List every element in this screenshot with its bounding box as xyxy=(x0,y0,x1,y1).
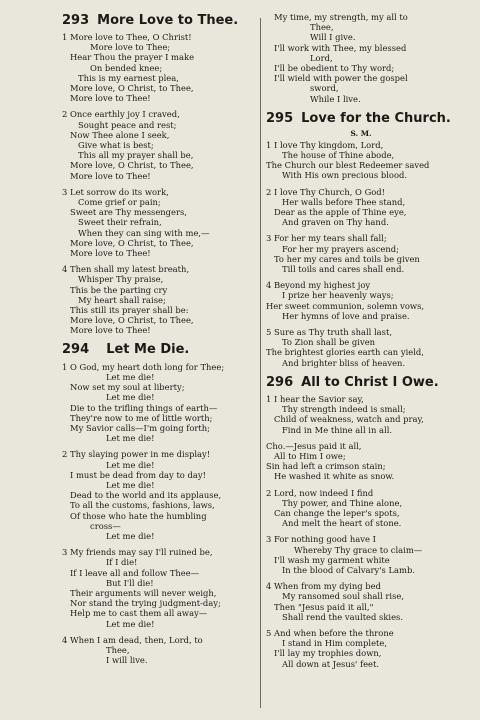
verse xyxy=(266,327,456,368)
verse-line: I'll wash my garment white xyxy=(274,554,390,565)
verse-line: More love, O Christ, to Thee, xyxy=(70,237,194,248)
verse-line: For nothing good have I xyxy=(274,534,376,545)
hymn-294-continued xyxy=(266,12,456,104)
verse-line: More love to Thee! xyxy=(70,93,151,104)
verse-line: If I leave all and follow Thee— xyxy=(70,567,200,578)
verse xyxy=(266,280,456,321)
verse-line: Let me die! xyxy=(106,392,155,403)
verse-line: Come grief or pain; xyxy=(78,197,161,208)
verse-line: My ransomed soul shall rise, xyxy=(282,591,404,602)
verse-line: Of those who hate the humbling xyxy=(70,510,207,521)
hymn-title-text: All to Christ I Owe. xyxy=(301,374,439,390)
verse-line: Let me die! xyxy=(106,459,155,470)
verse-number: 2 xyxy=(62,449,68,460)
verse-line: Let me die! xyxy=(106,479,155,490)
hymn-title xyxy=(266,110,456,128)
verse-line: Dead to the world and its applause, xyxy=(70,490,222,501)
verse-number: 2 xyxy=(62,109,68,120)
verse-line: sword, xyxy=(310,83,339,94)
verse-line: With His own precious blood. xyxy=(282,170,408,181)
verse-line: To her my cares and toils be given xyxy=(274,253,420,264)
hymn-number: 296 xyxy=(266,374,294,390)
verse-line: Nor stand the trying judgment-day; xyxy=(70,598,221,609)
verse xyxy=(266,394,456,435)
left-column xyxy=(62,12,256,665)
verse-number: 1 xyxy=(62,361,68,372)
verse-line: More love, O Christ, to Thee, xyxy=(70,315,194,326)
verse-line: The brightest glories earth can yield, xyxy=(266,347,424,358)
verse-line: Lord, xyxy=(310,52,333,63)
verse-line: Her hymns of love and praise. xyxy=(282,310,410,321)
verse-line: When I am dead, then, Lord, to xyxy=(70,634,203,645)
verse xyxy=(62,449,256,541)
verse-line: Can change the leper's spots, xyxy=(274,507,400,518)
verse-line: Lord, now indeed I find xyxy=(274,487,374,498)
verse-line: Sure as Thy truth shall last, xyxy=(274,327,392,338)
verse xyxy=(266,233,456,274)
verse-line: My Savior calls—I'm going forth; xyxy=(70,422,210,433)
verse xyxy=(62,32,256,103)
verse-line: Whereby Thy grace to claim— xyxy=(294,544,423,555)
verse-line: Her sweet communion, solemn vows, xyxy=(266,300,425,311)
verse-number: 4 xyxy=(62,264,68,275)
verse-line: More love to Thee! xyxy=(70,170,151,181)
verse-line: More love to Thee! xyxy=(70,248,151,259)
verse-line: He washed it white as snow. xyxy=(274,471,395,482)
verse-line: To all the customs, fashions, laws, xyxy=(70,500,215,511)
hymn-title xyxy=(62,341,256,359)
verse-line: This be the parting cry xyxy=(70,284,168,295)
verse-number: 1 xyxy=(62,32,68,42)
verse-line: I'll be obedient to Thy word; xyxy=(274,63,395,74)
verse-line: And melt the heart of stone. xyxy=(282,518,402,529)
verse-line: —Jesus paid it all, xyxy=(285,440,362,451)
verse-line: Help me to cast them all away— xyxy=(70,608,208,619)
verse-line: Let me die! xyxy=(106,433,155,444)
verse xyxy=(266,628,456,669)
hymn-title xyxy=(266,374,456,392)
hymn-title xyxy=(62,12,256,30)
verse-line: In the blood of Calvary's Lamb. xyxy=(282,564,416,575)
verse-number: 3 xyxy=(266,233,272,244)
verse xyxy=(62,109,256,180)
verse xyxy=(62,264,256,335)
verse-line: More love, O Christ, to Thee, xyxy=(70,160,194,171)
verse-line: I must be dead from day to day! xyxy=(70,469,206,480)
verse-line: Hear Thou the prayer I make xyxy=(70,52,195,63)
verse-line: For her my prayers ascend; xyxy=(282,243,399,254)
verse-line: My time, my strength, my all to xyxy=(274,12,408,22)
verse-line: Till toils and cares shall end. xyxy=(282,264,405,275)
verse-line: While I live. xyxy=(310,93,361,104)
verse-line: More love to Thee, O Christ! xyxy=(70,32,192,42)
verse-line: When from my dying bed xyxy=(274,581,381,592)
verse-line: cross— xyxy=(90,520,121,531)
verse xyxy=(62,547,256,629)
verse-line: The Church our blest Redeemer saved xyxy=(266,160,430,171)
verse xyxy=(62,362,256,444)
verse-line: Find in Me thine all in all. xyxy=(282,424,393,435)
verse-line: Child of weakness, watch and pray, xyxy=(274,414,424,425)
verse-line: Their arguments will never weigh, xyxy=(70,587,217,598)
verse-line: I love Thy kingdom, Lord, xyxy=(274,139,384,150)
hymn-title-text: Let Me Die. xyxy=(106,341,190,357)
verse xyxy=(266,488,456,529)
verse-number: 2 xyxy=(266,487,272,498)
tune-meter: S. M. xyxy=(350,128,372,138)
verse-line: This is my earnest plea, xyxy=(78,72,179,83)
verse-line: Once earthly joy I craved, xyxy=(70,109,180,120)
verse xyxy=(266,187,456,228)
verse-line: And brighter bliss of heaven. xyxy=(282,357,406,368)
verse-line: If I die! xyxy=(106,557,138,568)
verse xyxy=(62,635,256,666)
verse xyxy=(266,581,456,622)
chorus xyxy=(266,441,456,482)
verse-line: On bended knee; xyxy=(90,62,163,73)
verse-line: This still its prayer shall be: xyxy=(70,305,189,316)
verse-line: Will I give. xyxy=(310,32,356,43)
verse-line: O God, my heart doth long for Thee; xyxy=(70,361,225,372)
verse-line: Sweet their refrain, xyxy=(78,217,162,228)
verse-line: Then shall my latest breath, xyxy=(70,264,190,275)
verse-number: 3 xyxy=(62,186,68,197)
verse-line: I stand in Him complete, xyxy=(282,638,388,649)
verse-line: Sweet are Thy messengers, xyxy=(70,207,187,218)
verse-line: Her walls before Thee stand, xyxy=(282,196,406,207)
verse-line: Thee, xyxy=(310,22,334,33)
right-column xyxy=(266,12,456,669)
verse-line: I hear the Savior say, xyxy=(274,393,364,404)
verse-number: 1 xyxy=(266,393,272,404)
hymn-title-text: Love for the Church. xyxy=(301,110,451,126)
verse-line: Give what is best; xyxy=(78,140,154,151)
hymn-title-text: More Love to Thee. xyxy=(97,13,239,28)
verse-line: This all my prayer shall be, xyxy=(78,150,194,161)
hymn-number: 293 xyxy=(62,13,90,28)
verse-line: They're now to me of little worth; xyxy=(70,412,213,423)
verse xyxy=(266,140,456,181)
chorus-label: Cho. xyxy=(266,440,286,451)
verse-number: 1 xyxy=(266,139,272,150)
verse-line: Let me die! xyxy=(106,618,155,629)
verse-number: 4 xyxy=(266,581,272,592)
verse-line: More love to Thee; xyxy=(90,42,171,53)
verse-line: Shall rend the vaulted skies. xyxy=(282,611,404,622)
verse-line: I'll work with Thee, my blessed xyxy=(274,42,407,53)
verse-line: Let me die! xyxy=(106,371,155,382)
verse xyxy=(266,534,456,575)
verse-line: Sin had left a crimson stain; xyxy=(266,461,386,472)
verse-line: Then "Jesus paid it all," xyxy=(274,601,374,612)
verse-line: Die to the trifling things of earth— xyxy=(70,402,218,413)
verse-line: Now Thee alone I seek, xyxy=(70,129,170,140)
hymn-number: 294 xyxy=(62,341,90,357)
hymn-294 xyxy=(62,341,256,666)
verse-line: Let me die! xyxy=(106,530,155,541)
verse-number: 4 xyxy=(266,280,272,291)
verse-line: Let sorrow do its work, xyxy=(70,186,169,197)
verse-line: To Zion shall be given xyxy=(282,337,376,348)
verse-line: But I'll die! xyxy=(106,577,154,588)
verse-number: 5 xyxy=(266,327,272,338)
verse-line: Thy slaying power in me display! xyxy=(70,449,211,460)
verse-line: Sought peace and rest; xyxy=(78,119,177,130)
verse-line: My heart shall raise; xyxy=(78,294,166,305)
verse-line: The house of Thine abode, xyxy=(282,150,395,161)
verse-line: And graven on Thy hand. xyxy=(282,217,389,228)
column-divider xyxy=(260,18,261,708)
verse-line: I prize her heavenly ways; xyxy=(282,290,394,301)
verse-line: I'll lay my trophies down, xyxy=(274,648,382,659)
verse-line: I love Thy Church, O God! xyxy=(274,186,386,197)
verse-line: More love to Thee! xyxy=(70,325,151,336)
verse-number: 5 xyxy=(266,627,272,638)
verse-line: Dear as the apple of Thine eye, xyxy=(274,207,407,218)
verse-line: Beyond my highest joy xyxy=(274,280,371,291)
verse-line: Thee, xyxy=(106,644,130,655)
hymn-295 xyxy=(266,110,456,368)
verse-number: 3 xyxy=(62,547,68,558)
verse-number: 3 xyxy=(266,534,272,545)
verse-number: 4 xyxy=(62,634,68,645)
verse-line: All to Him I owe; xyxy=(274,450,346,461)
verse-line: More love, O Christ, to Thee, xyxy=(70,83,194,94)
verse-line: And when before the throne xyxy=(274,627,394,638)
hymn-number: 295 xyxy=(266,110,294,126)
hymn-296 xyxy=(266,374,456,669)
verse-number: 2 xyxy=(266,186,272,197)
verse-line: My friends may say I'll ruined be, xyxy=(70,547,213,558)
verse-line: Thy power, and Thine alone, xyxy=(282,497,403,508)
verse-line: All down at Jesus' feet. xyxy=(282,658,380,669)
verse-line: Now set my soul at liberty; xyxy=(70,382,185,393)
hymn-293 xyxy=(62,12,256,336)
verse-line: I'll wield with power the gospel xyxy=(274,73,408,84)
verse-line: I will live. xyxy=(106,655,148,666)
verse-line: Thy strength indeed is small; xyxy=(282,404,406,415)
verse xyxy=(62,187,256,258)
verse-line: For her my tears shall fall; xyxy=(274,233,387,244)
verse-line: When they can sing with me,— xyxy=(78,227,210,238)
verse-line: Whisper Thy praise, xyxy=(78,274,164,285)
